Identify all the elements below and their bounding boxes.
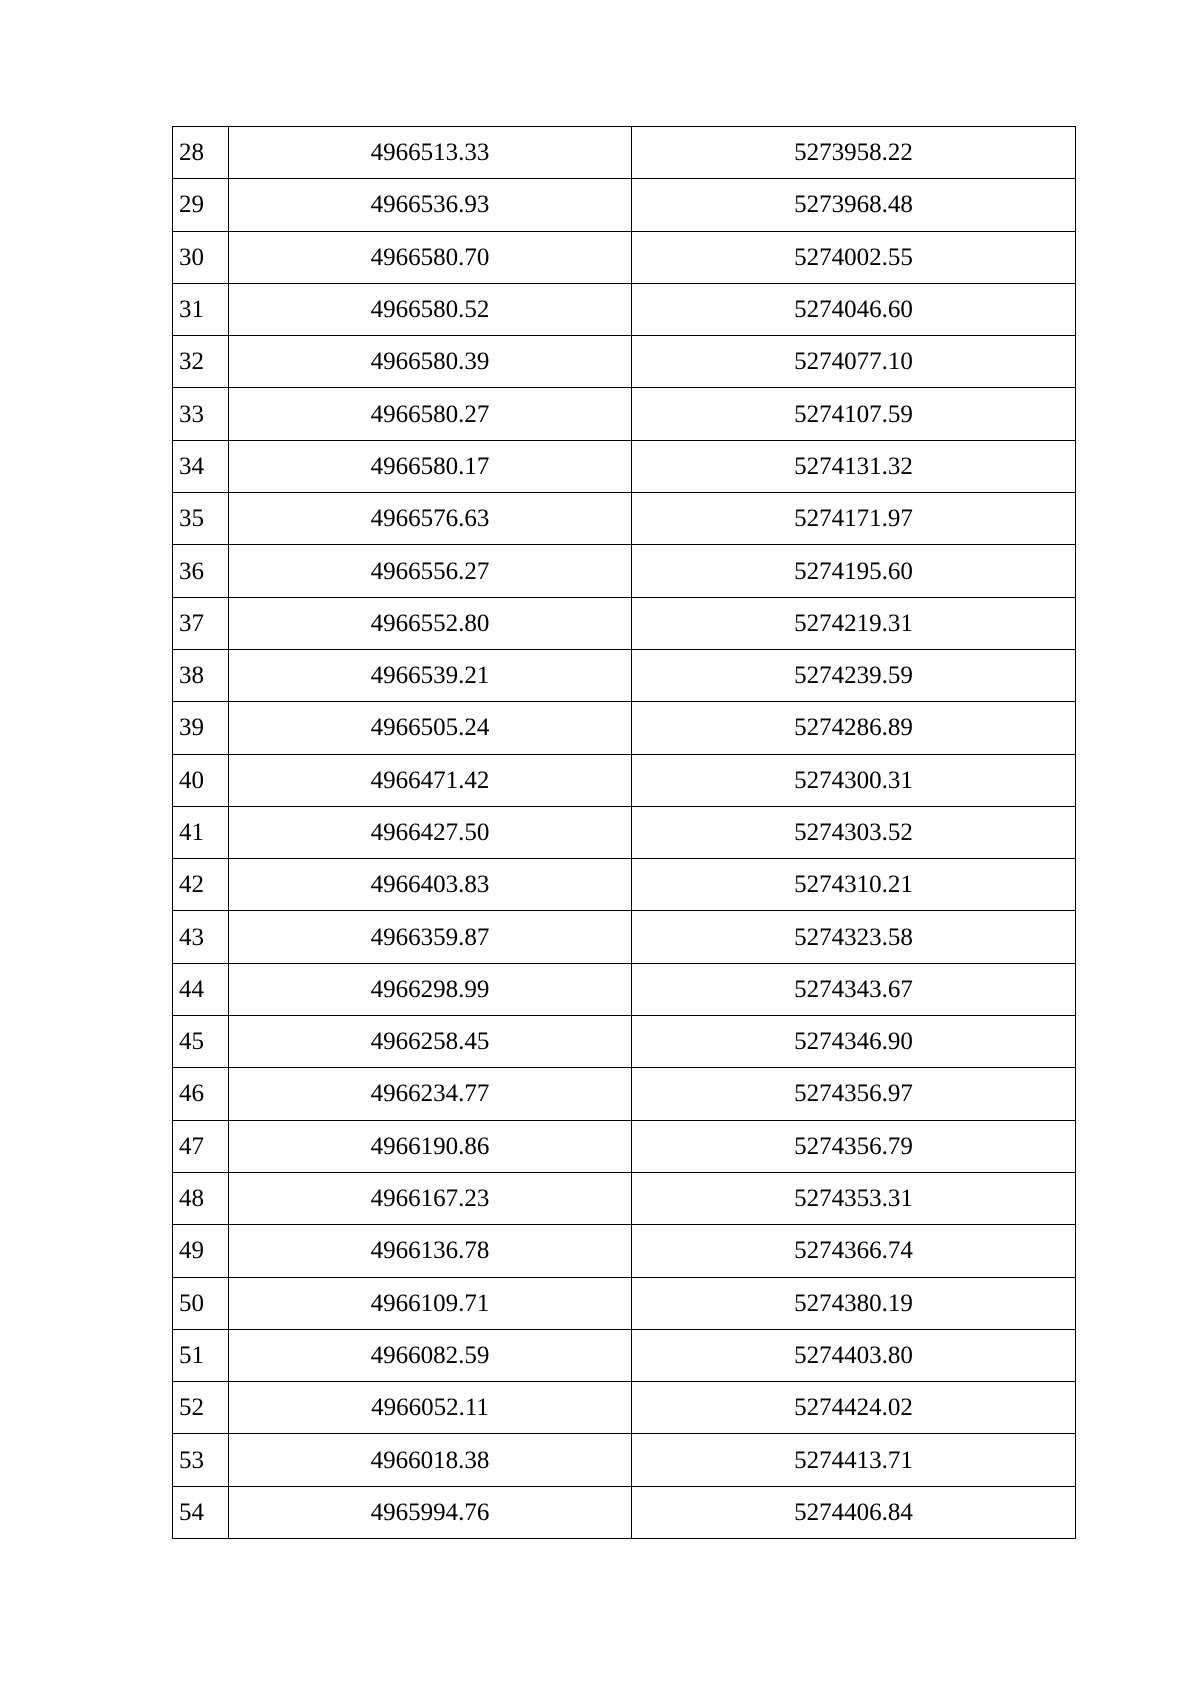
x-coordinate-cell: 4966298.99 [229, 963, 632, 1015]
point-number-cell: 30 [173, 231, 229, 283]
point-number-cell: 43 [173, 911, 229, 963]
x-coordinate-cell: 4966167.23 [229, 1172, 632, 1224]
point-number-cell: 38 [173, 649, 229, 701]
table-row [173, 231, 1076, 283]
y-coordinate-cell: 5274002.55 [632, 231, 1076, 283]
y-coordinate-cell: 5274380.19 [632, 1277, 1076, 1329]
table-row [173, 859, 1076, 911]
y-coordinate-cell: 5274107.59 [632, 388, 1076, 440]
point-number-cell: 31 [173, 283, 229, 335]
point-number-cell: 36 [173, 545, 229, 597]
table-row [173, 1225, 1076, 1277]
x-coordinate-cell: 4966539.21 [229, 649, 632, 701]
y-coordinate-cell: 5274366.74 [632, 1225, 1076, 1277]
table-row [173, 1329, 1076, 1381]
y-coordinate-cell: 5274171.97 [632, 493, 1076, 545]
y-coordinate-cell: 5274310.21 [632, 859, 1076, 911]
x-coordinate-cell: 4966427.50 [229, 806, 632, 858]
table-row [173, 1382, 1076, 1434]
table-row [173, 1486, 1076, 1538]
point-number-cell: 46 [173, 1068, 229, 1120]
table-row [173, 1120, 1076, 1172]
point-number-cell: 51 [173, 1329, 229, 1381]
point-number-cell: 49 [173, 1225, 229, 1277]
table-row [173, 1277, 1076, 1329]
x-coordinate-cell: 4966082.59 [229, 1329, 632, 1381]
x-coordinate-cell: 4966552.80 [229, 597, 632, 649]
y-coordinate-cell: 5274353.31 [632, 1172, 1076, 1224]
x-coordinate-cell: 4966580.39 [229, 336, 632, 388]
point-number-cell: 44 [173, 963, 229, 1015]
table-row [173, 336, 1076, 388]
y-coordinate-cell: 5274195.60 [632, 545, 1076, 597]
table-row [173, 1172, 1076, 1224]
point-number-cell: 42 [173, 859, 229, 911]
y-coordinate-cell: 5274303.52 [632, 806, 1076, 858]
x-coordinate-cell: 4966052.11 [229, 1382, 632, 1434]
x-coordinate-cell: 4966576.63 [229, 493, 632, 545]
point-number-cell: 39 [173, 702, 229, 754]
point-number-cell: 48 [173, 1172, 229, 1224]
table-row [173, 911, 1076, 963]
point-number-cell: 45 [173, 1016, 229, 1068]
x-coordinate-cell: 4966580.27 [229, 388, 632, 440]
table-row [173, 179, 1076, 231]
table-row [173, 649, 1076, 701]
y-coordinate-cell: 5274346.90 [632, 1016, 1076, 1068]
x-coordinate-cell: 4966580.52 [229, 283, 632, 335]
table-row [173, 283, 1076, 335]
point-number-cell: 29 [173, 179, 229, 231]
point-number-cell: 37 [173, 597, 229, 649]
x-coordinate-cell: 4966258.45 [229, 1016, 632, 1068]
y-coordinate-cell: 5274356.97 [632, 1068, 1076, 1120]
x-coordinate-cell: 4966556.27 [229, 545, 632, 597]
point-number-cell: 34 [173, 440, 229, 492]
point-number-cell: 32 [173, 336, 229, 388]
y-coordinate-cell: 5274356.79 [632, 1120, 1076, 1172]
point-number-cell: 28 [173, 127, 229, 179]
y-coordinate-cell: 5274323.58 [632, 911, 1076, 963]
table-row [173, 806, 1076, 858]
table-row [173, 1016, 1076, 1068]
x-coordinate-cell: 4966580.17 [229, 440, 632, 492]
x-coordinate-cell: 4966471.42 [229, 754, 632, 806]
table-row [173, 388, 1076, 440]
x-coordinate-cell: 4966513.33 [229, 127, 632, 179]
x-coordinate-cell: 4965994.76 [229, 1486, 632, 1538]
x-coordinate-cell: 4966018.38 [229, 1434, 632, 1486]
point-number-cell: 35 [173, 493, 229, 545]
x-coordinate-cell: 4966359.87 [229, 911, 632, 963]
x-coordinate-cell: 4966580.70 [229, 231, 632, 283]
point-number-cell: 47 [173, 1120, 229, 1172]
y-coordinate-cell: 5274219.31 [632, 597, 1076, 649]
y-coordinate-cell: 5274424.02 [632, 1382, 1076, 1434]
y-coordinate-cell: 5273968.48 [632, 179, 1076, 231]
y-coordinate-cell: 5274046.60 [632, 283, 1076, 335]
coordinates-table [172, 126, 1076, 1539]
x-coordinate-cell: 4966505.24 [229, 702, 632, 754]
point-number-cell: 41 [173, 806, 229, 858]
x-coordinate-cell: 4966109.71 [229, 1277, 632, 1329]
y-coordinate-cell: 5274131.32 [632, 440, 1076, 492]
coordinates-table-body [173, 127, 1076, 1539]
point-number-cell: 53 [173, 1434, 229, 1486]
y-coordinate-cell: 5274413.71 [632, 1434, 1076, 1486]
y-coordinate-cell: 5274286.89 [632, 702, 1076, 754]
table-row [173, 754, 1076, 806]
y-coordinate-cell: 5273958.22 [632, 127, 1076, 179]
table-row [173, 493, 1076, 545]
y-coordinate-cell: 5274343.67 [632, 963, 1076, 1015]
y-coordinate-cell: 5274077.10 [632, 336, 1076, 388]
x-coordinate-cell: 4966136.78 [229, 1225, 632, 1277]
x-coordinate-cell: 4966234.77 [229, 1068, 632, 1120]
table-row [173, 545, 1076, 597]
point-number-cell: 40 [173, 754, 229, 806]
x-coordinate-cell: 4966403.83 [229, 859, 632, 911]
table-row [173, 702, 1076, 754]
x-coordinate-cell: 4966190.86 [229, 1120, 632, 1172]
y-coordinate-cell: 5274239.59 [632, 649, 1076, 701]
y-coordinate-cell: 5274406.84 [632, 1486, 1076, 1538]
point-number-cell: 50 [173, 1277, 229, 1329]
table-row [173, 963, 1076, 1015]
table-row [173, 597, 1076, 649]
table-row [173, 127, 1076, 179]
point-number-cell: 54 [173, 1486, 229, 1538]
table-row [173, 1434, 1076, 1486]
y-coordinate-cell: 5274300.31 [632, 754, 1076, 806]
y-coordinate-cell: 5274403.80 [632, 1329, 1076, 1381]
point-number-cell: 52 [173, 1382, 229, 1434]
table-row [173, 440, 1076, 492]
x-coordinate-cell: 4966536.93 [229, 179, 632, 231]
table-row [173, 1068, 1076, 1120]
point-number-cell: 33 [173, 388, 229, 440]
